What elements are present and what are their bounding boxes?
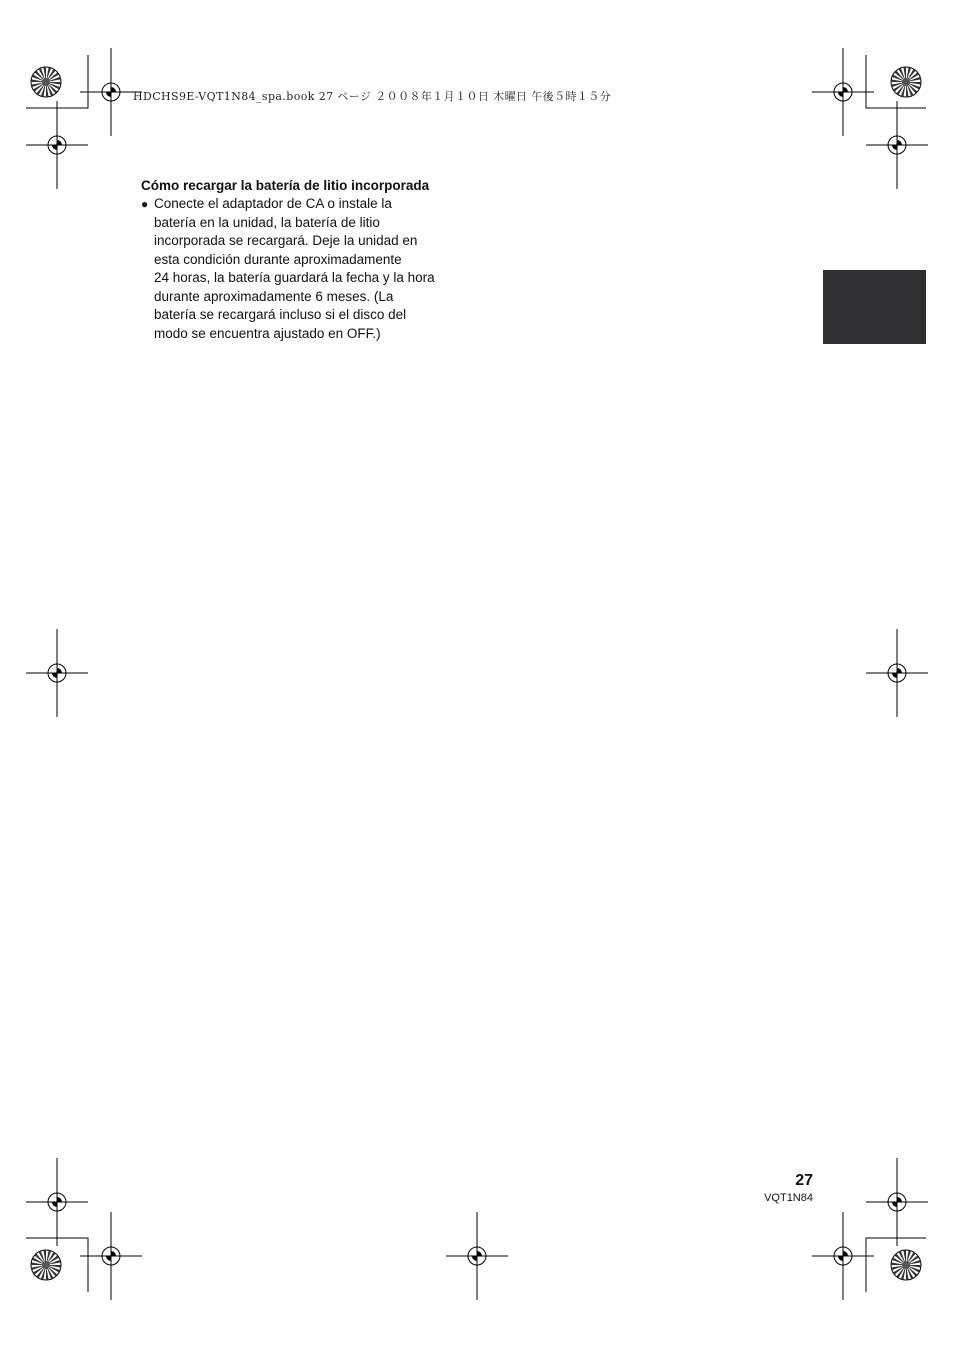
crosshair-registration-mark-icon	[866, 101, 928, 189]
bullet-dot-icon: ●	[141, 197, 149, 211]
chapter-side-tab	[823, 270, 926, 344]
text-line: modo se encuentra ajustado en OFF.)	[154, 325, 381, 341]
starburst-color-bar-icon	[891, 67, 921, 97]
print-file-info: HDCHS9E-VQT1N84_spa.book 27 ページ ２００８年１月１０日 木曜日 午後５時１５分	[133, 90, 612, 103]
crosshair-registration-mark-icon	[866, 1158, 928, 1246]
crosshair-registration-mark-icon	[80, 1212, 142, 1300]
crosshair-registration-mark-icon	[26, 1158, 88, 1246]
text-line: Conecte el adaptador de CA o instale la	[154, 196, 392, 211]
crosshair-registration-mark-icon	[812, 1212, 874, 1300]
starburst-color-bar-icon	[31, 1250, 61, 1280]
section-heading: Cómo recargar la batería de litio incorporada	[141, 178, 430, 193]
crosshair-registration-mark-icon	[446, 1212, 508, 1300]
text-line: esta condición durante aproximadamente	[154, 251, 402, 267]
starburst-color-bar-icon	[31, 67, 61, 97]
model-code: VQT1N84	[764, 1192, 813, 1204]
crosshair-registration-mark-icon	[26, 101, 88, 189]
text-line: batería en la unidad, la batería de litio	[154, 214, 380, 230]
crosshair-registration-mark-icon	[812, 48, 874, 136]
page-number: 27	[795, 1172, 813, 1189]
starburst-color-bar-icon	[891, 1250, 921, 1280]
text-line: batería se recargará incluso si el disco del	[154, 307, 407, 322]
text-line: 24 horas, la batería guardará la fecha y la hora	[154, 270, 435, 285]
bullet-item	[141, 195, 471, 343]
crosshair-registration-mark-icon	[866, 629, 928, 717]
bullet-text	[154, 195, 471, 343]
text-line: durante aproximadamente 6 meses. (La	[154, 288, 394, 304]
crosshair-registration-mark-icon	[26, 629, 88, 717]
body-text	[141, 195, 471, 343]
text-line: incorporada se recargará. Deje la unidad en	[154, 233, 418, 248]
